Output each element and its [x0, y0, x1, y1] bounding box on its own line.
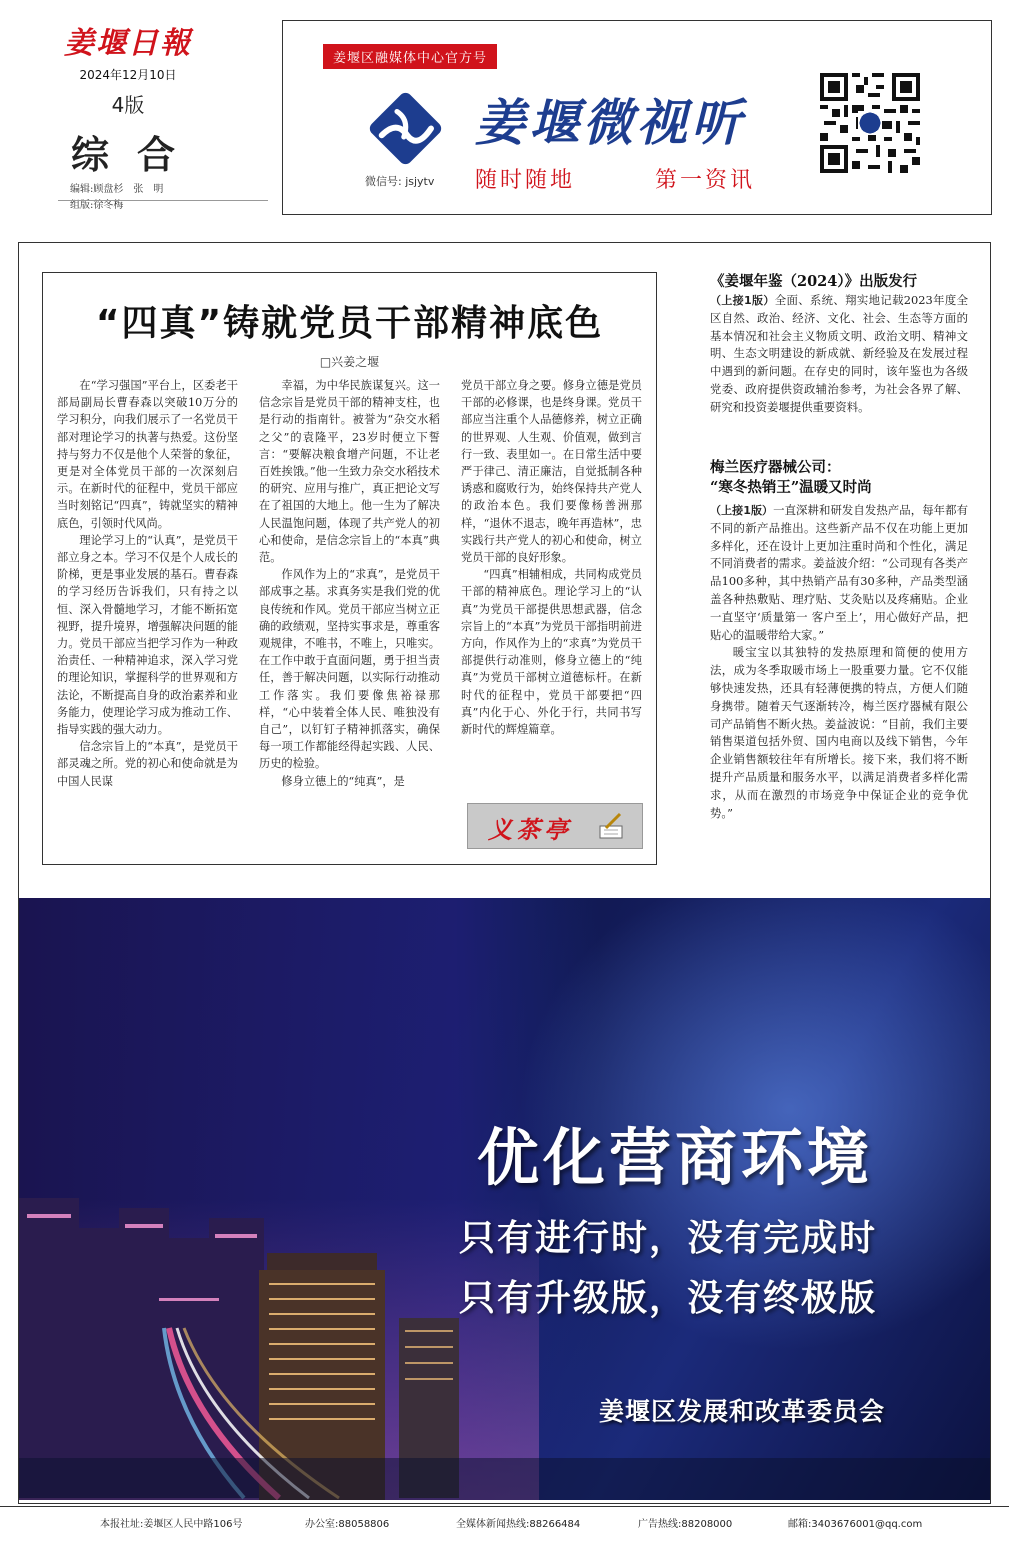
news-text: 一直深耕和研发自发热产品，每年都有不同的新产品推出。这些新产品不仅在功能上更加多样化，还在设计上更加注重时尚和个性化，满足不同消费者的需求。姜益波介绍：“公司现有各类产品100多种，其中热销产品有30多种，产品类型涵盖各种热敷贴、理疗贴、艾灸贴以及疼痛贴。企业一直坚守‘质量第一 客户至上’，用心做好产品，把贴心的温暖带给大家。” [710, 503, 968, 642]
news-meilan [710, 458, 968, 822]
ad-slogan-left: 随时随地 [475, 168, 576, 193]
edition-number: 4版 [111, 93, 145, 117]
staff-credits [70, 182, 163, 214]
top-advertisement [282, 20, 992, 215]
paragraph: 党员干部立身之要。修身立德是党员干部的必修课，也是终身课。党员干部应当注重个人品德修养，树立正确的世界观、人生观、价值观，做到言行一致、表里如一。在日常生活中要严于律己、清正廉洁，自觉抵制各种诱惑和腐败行为，始终保持共产党人的政治本色。我们要像杨善洲那样，“退休不退志，晚年再造林”，忠实践行共产党人的初心和使命，树立党员干部的良好形象。 [461, 379, 642, 565]
paragraph: 理论学习上的“认真”，是党员干部立身之本。学习不仅是个人成长的阶梯，更是事业发展的基石。曹春森的学习经历告诉我们，只有持之以恒、深入骨髓地学习，才能不断拓宽视野，提升境界，增强解决问题的能力。党员干部应当把学习作为一种政治责任、一种精神追求，深入学习党的理论知识，掌握科学的世界观和方法论，不断提高自身的政治素养和业务能力，使理论学习成为推动工作、指导实践的强大动力。 [57, 533, 238, 737]
column-badge-label: 义茶亭 [488, 815, 572, 844]
news-lead: （上接1版） [710, 504, 774, 517]
footer-email[interactable]: 邮箱:3403676001@qq.com [788, 1519, 923, 1530]
paragraph: 在“学习强国”平台上，区委老干部局副局长曹春森以突破10万分的学习积分，向我们展示了一名党员干部对理论学习的执著与热爱。这份坚持与努力不仅是他个人荣誉的象征，更是对全体党员干部的一次深刻启示。在新时代的征程中，党员干部应当时刻铭记“四真”，铸就坚实的精神底色，引领时代风尚。 [57, 379, 238, 530]
commentary-title: “四真”铸就党员干部精神底色 [95, 303, 604, 344]
ad-title: 姜堰微视听 [475, 93, 745, 152]
wechat-id: 微信号: jsjytv [365, 175, 435, 188]
layout-credit: 组版:徐冬梅 [70, 200, 124, 211]
brand-block [48, 18, 208, 179]
paragraph: 作风作为上的“求真”，是党员干部成事之基。求真务实是我们党的优良传统和作风。党员干部应当树立正确的政绩观，坚持实事求是，尊重客观规律，不唯书，不唯上，只唯实。在工作中敢于直面问题，勇于担当责任，善于解决问题，以实际行动推动工作落实。我们要像焦裕禄那样，“心中装着全体人民、唯独没有自己”，以钉钉子精神抓落实，确保每一项工作都能经得起实践、人民、历史的检验。 [259, 568, 440, 771]
news-title: 《姜堰年鉴（2024）》出版发行 [710, 273, 918, 290]
footer [0, 1506, 1009, 1530]
banner-line-2: 只有升级版，没有终极版 [459, 1278, 878, 1319]
pen-paper-icon [596, 812, 626, 842]
banner-headline: 优化营商环境 [477, 1121, 874, 1194]
divider [58, 200, 268, 201]
editors-credit: 编辑:顾盘杉 张 明 [70, 184, 164, 195]
qr-code-icon[interactable] [820, 73, 920, 173]
news-text: 全面、系统、翔实地记载2023年度全区自然、政治、经济、文化、社会、生态等方面的基本情况和社会主义物质文明、政治文明、精神文明、生态文明建设的新成就、新经验及在发展过程中遇到的新问题。在存史的同时，该年鉴也为各级党委、政府提供资政辅治参考，为社会各界了解、研究和投资姜堰提供重要资料。 [710, 293, 968, 414]
footer-office-phone: 办公室:88058806 [305, 1519, 390, 1530]
news-title-line-2: “寒冬热销王”温暖又时尚 [710, 479, 872, 496]
banner-advertisement [19, 898, 990, 1500]
paragraph: 信念宗旨上的“本真”，是党员干部灵魂之所。党的初心和使命就是为中国人民谋 [57, 740, 238, 788]
logo-icon [363, 86, 448, 171]
commentary-column-2 [259, 377, 440, 855]
footer-address: 本报社址:姜堰区人民中路106号 [100, 1519, 243, 1530]
news-lead: （上接1版） [710, 294, 775, 307]
section-title: 综合 [70, 132, 203, 177]
paragraph: 修身立德上的“纯真”，是 [281, 774, 405, 788]
ad-tag: 姜堰区融媒体中心官方号 [323, 44, 497, 69]
paragraph: 幸福，为中华民族谋复兴。这一信念宗旨是党员干部的精神支柱，也是行动的指南针。被誉为“杂交水稻之父”的袁隆平，23岁时便立下誓言：“要解决粮食增产问题，不让老百姓挨饿。”他一生致力杂交水稻技术的研究、应用与推广，真正把论文写在了祖国的大地上。他一生为了解决人民温饱问题，体现了共产党人的初心和使命，是信念宗旨上的“本真”典范。 [259, 379, 440, 565]
commentary-box [42, 272, 657, 865]
issue-date: 2024年12月10日 [79, 68, 177, 82]
banner-line-1: 只有进行时，没有完成时 [459, 1218, 878, 1259]
masthead [0, 0, 1009, 225]
commentary-column-3 [461, 377, 642, 797]
news-body [710, 292, 968, 417]
ad-slogan-right: 第一资讯 [655, 168, 756, 193]
news-title-line-1: 梅兰医疗器械公司： [710, 459, 841, 476]
footer-ad-hotline: 广告热线:88208000 [638, 1519, 733, 1530]
news-body [710, 502, 968, 822]
paragraph: “四真”相辅相成，共同构成党员干部的精神底色。理论学习上的“认真”为党员干部提供思想武器，信念宗旨上的“本真”为党员干部指明前进方向，作风作为上的“求真”为党员干部提供行动准则，修身立德上的“纯真”为党员干部树立道德标杆。在新时代的征程中，党员干部要把“四真”内化于心、外化于行，共同书写新时代的辉煌篇章。 [461, 568, 642, 737]
column-badge [467, 803, 643, 849]
news-text: 暖宝宝以其独特的发热原理和简便的使用方法，成为冬季取暖市场上一股重要力量。它不仅能够快速发热，还具有轻薄便携的特点，方便人们随身携带。随着天气逐渐转冷，梅兰医疗器械有限公司产品销售不断火热。姜益波说：“目前，我们主要销售渠道包括外贸、国内电商以及线下销售，今年企业销售额较往年有所增长。接下来，我们将不断提升产品质量和服务水平，以满足消费者多样化需求，从而在激烈的市场竞争中保证企业的竞争优势。” [710, 645, 968, 820]
news-yearbook [710, 272, 968, 417]
commentary-column-1 [57, 377, 238, 855]
commentary-author: □兴姜之堰 [319, 355, 380, 369]
footer-news-hotline: 全媒体新闻热线:88266484 [456, 1519, 581, 1530]
banner-organization: 姜堰区发展和改革委员会 [599, 1397, 886, 1426]
paper-name: 姜堰日報 [64, 26, 192, 61]
